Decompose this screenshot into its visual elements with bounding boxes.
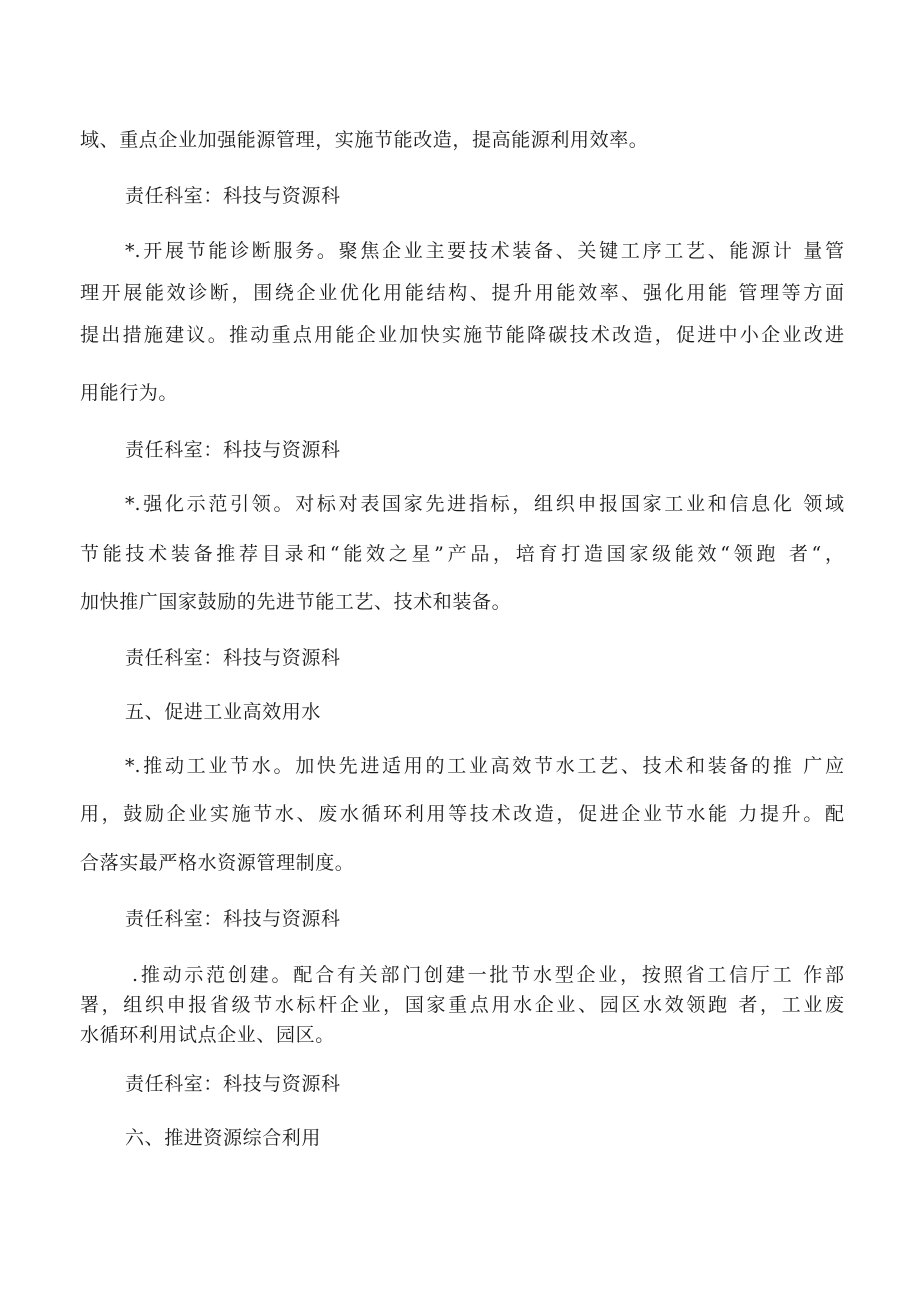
paragraph-line: 域、重点企业加强能源管理，实施节能改造，提高能源利用效率。 — [80, 129, 649, 151]
section-heading: 六、推进资源综合利用 — [125, 1127, 322, 1149]
responsible-office-line: 责任科室：科技与资源科 — [125, 908, 341, 930]
responsible-office-line: 责任科室：科技与资源科 — [125, 185, 341, 207]
responsible-office-line: 责任科室：科技与资源科 — [125, 1073, 341, 1095]
paragraph-line: *.强化示范引领。对标对表国家先进指标，组织申报国家工业和信息化 领域 — [125, 493, 844, 515]
paragraph-line: 提出措施建议。推动重点用能企业加快实施节能降碳技术改造，促进中小企业改进 — [80, 324, 844, 346]
paragraph-line: 水循环利用试点企业、园区。 — [80, 1024, 335, 1046]
paragraph-line: *.开展节能诊断服务。聚焦企业主要技术装备、关键工序工艺、能源计 量管 — [125, 240, 844, 262]
paragraph-line: 署，组织申报省级节水标杆企业，国家重点用水企业、园区水效领跑 者，工业废 — [80, 994, 844, 1016]
paragraph-line: *.推动工业节水。加快先进适用的工业高效节水工艺、技术和装备的推 广应 — [125, 755, 844, 777]
paragraph-line: 用，鼓励企业实施节水、废水循环利用等技术改造，促进企业节水能 力提升。配 — [80, 803, 844, 825]
paragraph-line: 节能技术装备推荐目录和“能效之星”产品，培育打造国家级能效“领跑 者“， — [80, 543, 844, 565]
paragraph-line: 用能行为。 — [80, 382, 179, 404]
section-heading: 五、促进工业高效用水 — [125, 701, 322, 723]
responsible-office-line: 责任科室：科技与资源科 — [125, 647, 341, 669]
paragraph-line: 合落实最严格水资源管理制度。 — [80, 852, 355, 874]
paragraph-line: .推动示范创建。配合有关部门创建一批节水型企业，按照省工信厅工 作部 — [132, 964, 844, 986]
paragraph-line: 理开展能效诊断，围绕企业优化用能结构、提升用能效率、强化用能 管理等方面 — [80, 282, 844, 304]
responsible-office-line: 责任科室：科技与资源科 — [125, 439, 341, 461]
paragraph-line: 加快推广国家鼓励的先进节能工艺、技术和装备。 — [80, 591, 512, 613]
